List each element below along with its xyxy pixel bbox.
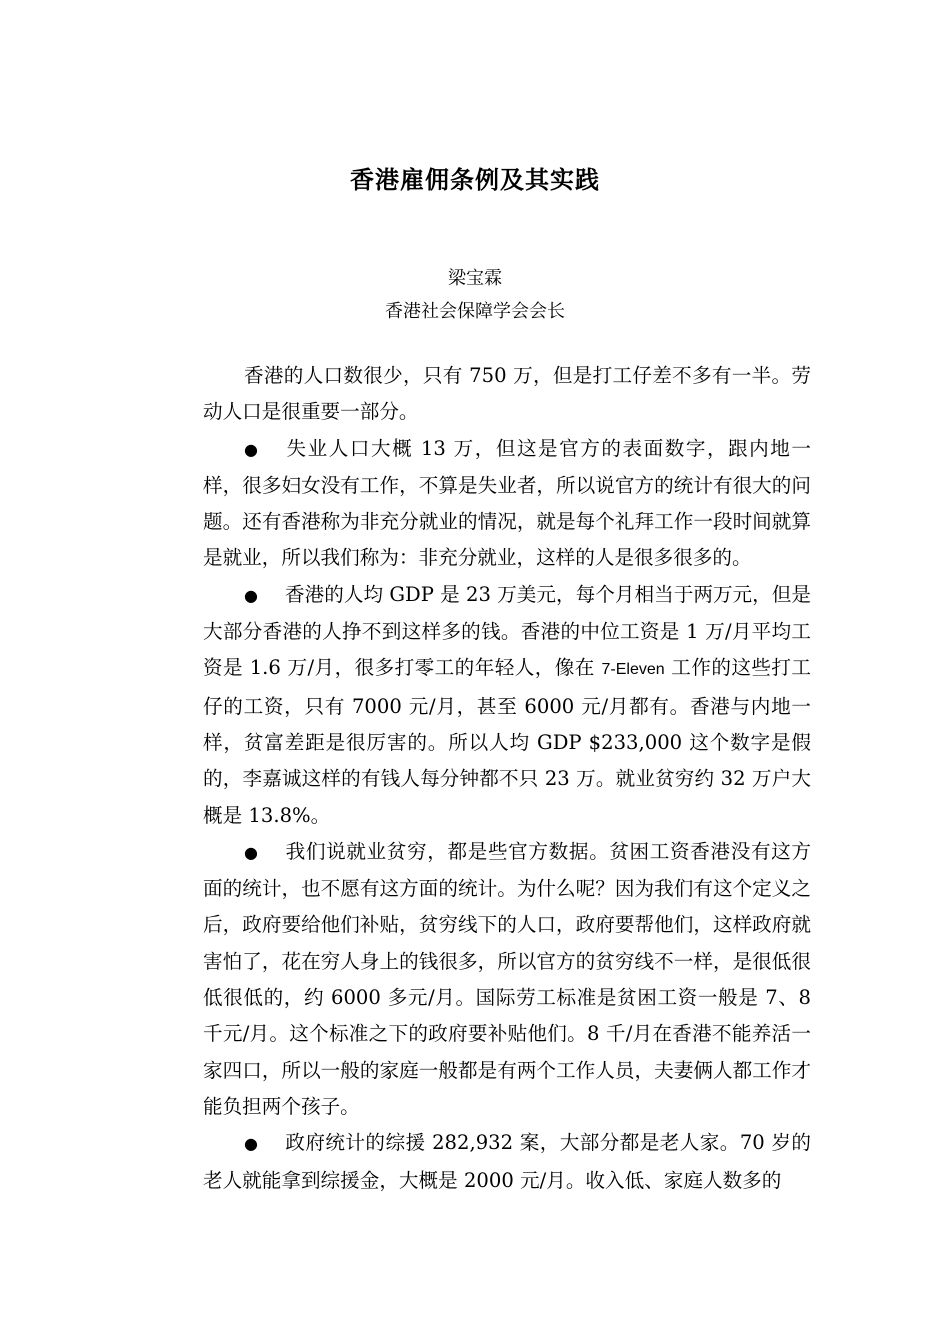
paragraph-text: 工作的这些打工仔的工资，只有 7000 元/月，甚至 6000 元/月都有。香港与内地一样，贫富差距是很厉害的。所以人均 GDP $233,000 这个数字是假的，李嘉诚这样的有钱人每分钟都不只 23 万。就业贫穷约 32 万户大概是 13.8%。 — [203, 656, 812, 827]
bullet-paragraph-cssa — [203, 1125, 811, 1199]
bullet-icon: ● — [244, 1134, 258, 1154]
document-body — [203, 358, 811, 1199]
bullet-icon: ● — [244, 439, 258, 459]
paragraph-text: 香港的人口数很少，只有 750 万，但是打工仔差不多有一半。劳动人口是很重要一部分。 — [203, 364, 811, 424]
bullet-icon: ● — [244, 585, 258, 605]
bullet-icon: ● — [244, 842, 258, 862]
paragraph-text: 香港的人均 GDP 是 23 万美元，每个月相当于两万元，但是大部分香港的人挣不到这样多的钱。香港的中位工资是 1 万/月平均工资是 1.6 万/月，很多打零工的年轻人，像在 — [203, 582, 811, 680]
bullet-paragraph-unemployment — [203, 431, 811, 577]
paragraph-text-brand: 7-Eleven — [601, 661, 665, 679]
paragraph-population — [203, 358, 811, 431]
author-name: 梁宝霖 — [448, 268, 502, 289]
bullet-paragraph-working-poverty — [203, 834, 811, 1125]
bullet-paragraph-gdp — [203, 577, 811, 834]
document-title: 香港雇佣条例及其实践 — [350, 165, 600, 194]
paragraph-text: 我们说就业贫穷，都是些官方数据。贫困工资香港没有这方面的统计，也不愿有这方面的统计。为什么呢？因为我们有这个定义之后，政府要给他们补贴，贫穷线下的人口，政府要帮他们，这样政府就害怕了，花在穷人身上的钱很多，所以官方的贫穷线不一样，是很低很低很低的，约 6000 多元/月。国际劳工标准是贫困工资一般是 7、8 千元/月。这个标准之下的政府要补贴他们。8 千/月在香港不能养活一家四口，所以一般的家庭一般都是有两个工作人员，夫妻俩人都工作才能负担两个孩子。 — [203, 839, 811, 1118]
paragraph-text: 失业人口大概 13 万，但这是官方的表面数字，跟内地一样，很多妇女没有工作，不算是失业者，所以说官方的统计有很大的问题。还有香港称为非充分就业的情况，就是每个礼拜工作一段时间就算是就业，所以我们称为：非充分就业，这样的人是很多很多的。 — [203, 436, 811, 570]
author-affiliation: 香港社会保障学会会长 — [385, 301, 565, 322]
paragraph-text: 政府统计的综援 282,932 案，大部分都是老人家。70 岁的老人就能拿到综援金，大概是 2000 元/月。收入低、家庭人数多的 — [203, 1131, 811, 1192]
